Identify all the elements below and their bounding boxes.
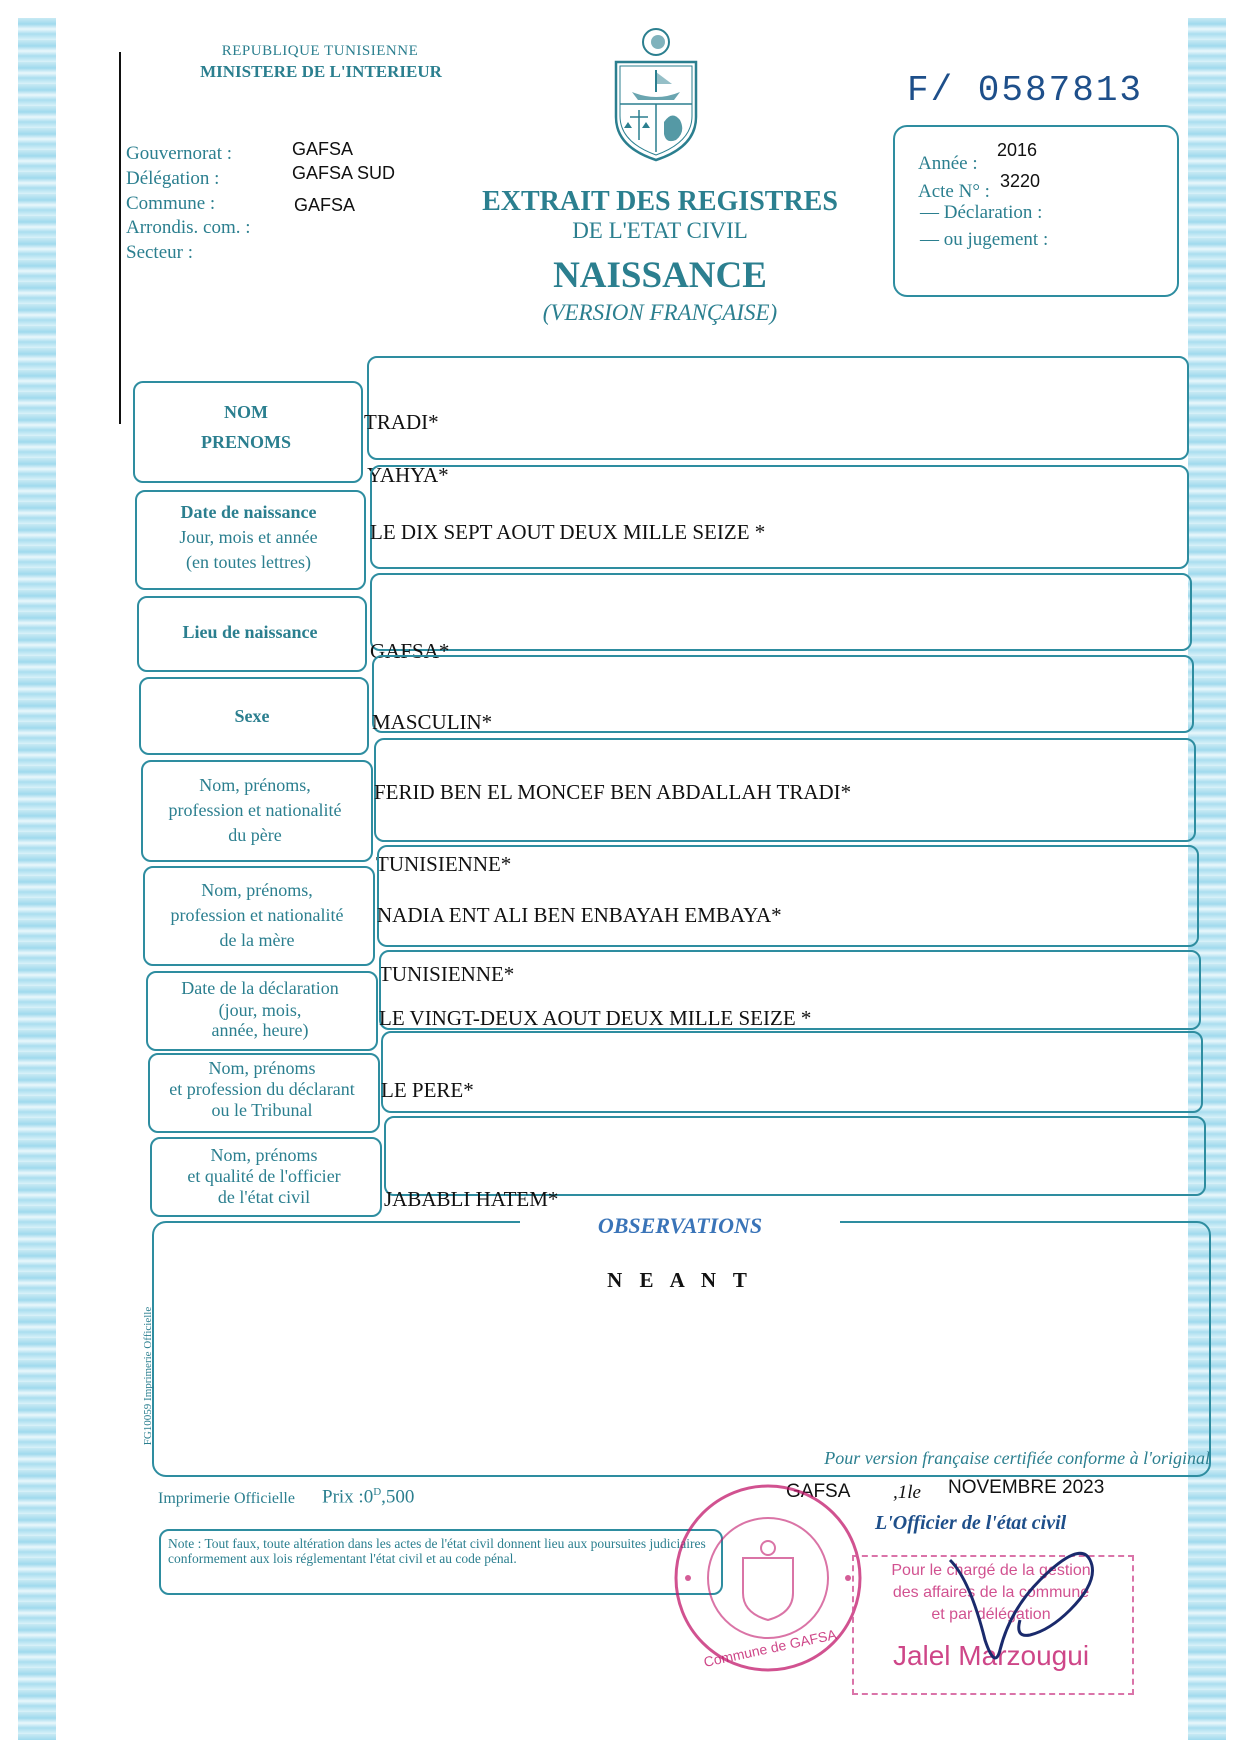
ministry-heading: MINISTERE DE L'INTERIEUR	[200, 62, 442, 81]
republic-heading: REPUBLIQUE TUNISIENNE	[221, 43, 419, 59]
certified-text: Pour version française certifiée conforme à l'original	[824, 1448, 1210, 1468]
declarant-value-box	[381, 1031, 1203, 1113]
round-stamp-text: Commune de GAFSA	[702, 1626, 838, 1670]
annee-value: 2016	[997, 140, 1038, 160]
officier-label-3: de l'état civil	[217, 1187, 311, 1207]
gouvernorat-value: GAFSA	[292, 139, 354, 159]
left-guilloche-border	[18, 18, 56, 1740]
pere-label-1: Nom, prénoms,	[199, 775, 311, 795]
footer-date: NOVEMBRE 2023	[948, 1477, 1105, 1498]
version-label: (VERSION FRANÇAISE)	[542, 300, 778, 325]
rect-stamp-line-1: Pour le chargé de la gestion	[891, 1562, 1091, 1579]
declarant-value: LE PERE*	[381, 1078, 474, 1102]
lieu-label: Lieu de naissance	[182, 622, 318, 642]
decl-value: LE VINGT-DEUX AOUT DEUX MILLE SEIZE *	[379, 1006, 812, 1030]
rect-stamp-line-2: des affaires de la commune	[892, 1584, 1090, 1601]
officier-label-2: et qualité de l'officier	[187, 1166, 341, 1186]
annee-label: Année :	[918, 153, 978, 174]
dob-label-1: Date de naissance	[180, 502, 317, 522]
nom-value: TRADI*	[364, 410, 439, 434]
document-title: EXTRAIT DES REGISTRES	[482, 186, 838, 217]
jugement-label: — ou jugement :	[920, 229, 1049, 250]
pere-value: FERID BEN EL MONCEF BEN ABDALLAH TRADI*	[374, 780, 852, 804]
pere-label-3: du père	[228, 825, 282, 845]
margin-line	[119, 52, 121, 424]
mere-label-3: de la mère	[219, 930, 295, 950]
mere-nationality: TUNISIENNE*	[379, 962, 515, 986]
sexe-value-box	[372, 655, 1194, 733]
commune-label: Commune :	[126, 193, 216, 214]
sexe-label: Sexe	[234, 706, 270, 726]
form-code-vertical: FG10059 Imprimerie Officielle	[142, 1306, 154, 1446]
rect-stamp-line-3: et par délégation	[931, 1606, 1051, 1623]
prenom-value: YAHYA*	[367, 463, 449, 487]
dob-value-box	[370, 465, 1189, 569]
naissance-title: NAISSANCE	[553, 255, 767, 296]
officier-value-box	[384, 1116, 1206, 1196]
footer-le: ,1le	[893, 1482, 921, 1503]
sexe-value: MASCULIN*	[372, 710, 493, 734]
decl-label-2: (jour, mois,	[218, 1000, 302, 1020]
declarant-label-1: Nom, prénoms	[208, 1058, 316, 1078]
mere-label-2: profession et nationalité	[170, 905, 344, 925]
delegation-value: GAFSA SUD	[292, 163, 396, 183]
dob-label-3: (en toutes lettres)	[186, 552, 311, 572]
tunisia-coat-of-arms-icon	[606, 22, 706, 162]
footer-place: GAFSA	[786, 1481, 851, 1502]
officer-title: L'Officier de l'état civil	[875, 1512, 1067, 1534]
mere-value: NADIA ENT ALI BEN ENBAYAH EMBAYA*	[377, 903, 782, 927]
declaration-label: — Déclaration :	[920, 202, 1043, 223]
dob-value: LE DIX SEPT AOUT DEUX MILLE SEIZE *	[370, 520, 766, 544]
decl-label-1: Date de la déclaration	[181, 978, 339, 998]
observations-title: OBSERVATIONS	[520, 1213, 840, 1239]
nom-value-box	[367, 356, 1189, 460]
gouvernorat-label: Gouvernorat :	[126, 143, 233, 164]
acte-value: 3220	[1000, 171, 1041, 191]
arrondis-label: Arrondis. com. :	[126, 217, 251, 238]
dob-label-2: Jour, mois et année	[179, 527, 318, 547]
lieu-value: GAFSA*	[370, 639, 450, 663]
serial-number: F/ 0587813	[907, 70, 1144, 111]
mere-label-1: Nom, prénoms,	[201, 880, 313, 900]
rect-stamp-name: Jalel Marzougui	[892, 1640, 1090, 1671]
pere-label-2: profession et nationalité	[168, 800, 342, 820]
mere-value-box	[377, 845, 1199, 947]
officer-signature-icon	[940, 1520, 1110, 1690]
pere-nationality: TUNISIENNE*	[376, 852, 512, 876]
officier-label-1: Nom, prénoms	[210, 1145, 318, 1165]
officier-value: JABABLI HATEM*	[384, 1187, 559, 1211]
lieu-value-box	[370, 573, 1192, 651]
observations-value: N E A N T	[607, 1268, 753, 1292]
note-text: Note : Tout faux, toute altération dans les actes de l'état civil donnent lieu aux poursuites judiciaires conformement aux lois réglementant l'état civil et au code pénal.	[168, 1536, 706, 1566]
observations-box	[152, 1221, 1211, 1477]
declarant-label-2: et profession du déclarant	[169, 1079, 355, 1099]
declarant-label-3: ou le Tribunal	[211, 1100, 313, 1120]
decl-label-3: année, heure)	[211, 1020, 309, 1040]
commune-value: GAFSA	[294, 195, 356, 215]
imprimerie-label: Imprimerie Officielle	[158, 1490, 295, 1507]
secteur-label: Secteur :	[126, 242, 194, 263]
nom-label: NOM	[224, 402, 268, 422]
delegation-label: Délégation :	[126, 168, 220, 189]
document-subtitle: DE L'ETAT CIVIL	[572, 218, 748, 243]
prenoms-label: PRENOMS	[201, 432, 291, 452]
prix-label: Prix $:0^D,500$	[322, 1486, 415, 1508]
acte-label: Acte N° :	[918, 181, 990, 202]
